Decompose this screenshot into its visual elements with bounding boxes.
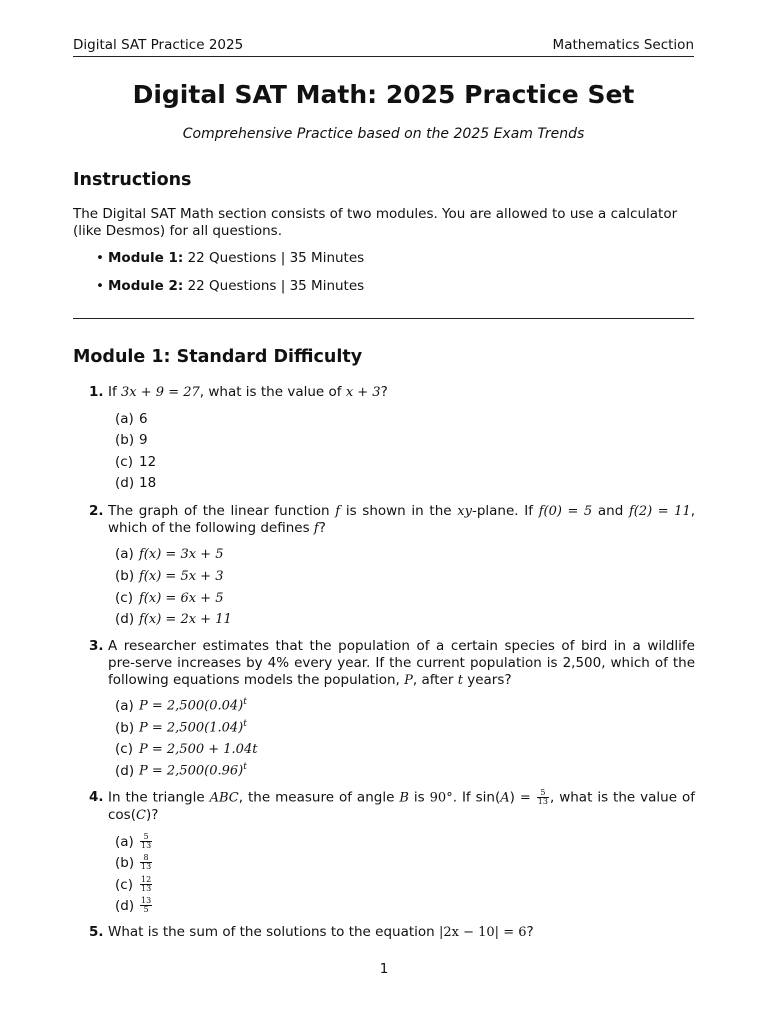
option-value: f(x) = 5x + 3 (139, 569, 224, 584)
math-expression: = (519, 790, 531, 806)
page-number: 1 (379, 961, 389, 977)
math-expression: |2x − 10| = 6 (439, 925, 527, 940)
text-run: ? (526, 924, 534, 940)
text-run: The graph of the linear function (108, 503, 330, 519)
answer-option (115, 454, 156, 470)
text-run: )? (145, 806, 159, 823)
question-number: 4. (89, 789, 104, 805)
bullet-label: Module 1: (108, 250, 184, 266)
answer-option (115, 897, 153, 914)
option-value: P = 2,500(0.04) (139, 698, 244, 714)
question-number: 1. (89, 384, 104, 400)
denominator: 5 (143, 905, 149, 914)
math-expression: 3x + 9 = 27 (121, 385, 200, 400)
option-label: (b) (115, 568, 135, 584)
question-number: 5. (89, 924, 104, 940)
math-expression: P (404, 673, 413, 688)
option-value: P = 2,500(1.04) (139, 720, 244, 736)
fraction (140, 854, 152, 871)
running-header (73, 37, 694, 57)
option-label: (a) (115, 411, 134, 427)
question-3 (89, 638, 695, 689)
text-run: years? (467, 672, 512, 688)
numerator: 8 (140, 854, 152, 863)
denominator: 13 (141, 884, 152, 893)
header-left: Digital SAT Practice 2025 (73, 37, 244, 53)
text-run: . If sin( (452, 789, 501, 806)
text-run: In the triangle (108, 789, 205, 806)
question-5 (89, 924, 695, 941)
math-expression: C (135, 807, 146, 823)
text-run: If (108, 384, 117, 400)
text-run: , the measure of angle (238, 789, 395, 806)
math-expression: f(2) = 11 (629, 504, 691, 519)
option-value: 12 (139, 454, 157, 470)
text-run: , what is the value of cos( (108, 789, 696, 823)
option-label: (a) (115, 833, 134, 850)
text-run: ? (318, 520, 326, 536)
option-label: (d) (115, 611, 135, 627)
math-expression: t (457, 673, 463, 688)
math-expression: A (500, 790, 510, 806)
math-expression: f (313, 521, 319, 536)
option-label: (c) (115, 590, 133, 606)
answer-option (115, 697, 247, 714)
option-value: 6 (139, 411, 148, 427)
text-run: , what is the value of (199, 384, 342, 400)
answer-option (115, 833, 153, 850)
option-value: f(x) = 6x + 5 (139, 591, 224, 606)
math-expression: f (335, 504, 341, 519)
option-value: f(x) = 3x + 5 (139, 547, 224, 562)
answer-option (115, 475, 156, 491)
answer-option (115, 741, 257, 757)
math-expression: f(0) = 5 (538, 504, 593, 519)
math-expression: x + 3 (345, 385, 381, 400)
fraction (140, 897, 152, 914)
math-expression: xy (457, 504, 472, 519)
exponent: t (243, 762, 247, 772)
document-subtitle: Comprehensive Practice based on the 2025 Exam Trends (182, 126, 585, 142)
text-run: ) (509, 789, 515, 806)
question-text (108, 638, 695, 689)
option-label: (c) (115, 454, 133, 470)
math-expression: B (399, 790, 409, 806)
exponent: t (243, 719, 247, 729)
question-text (108, 503, 695, 537)
numerator: 5 (140, 833, 152, 842)
document-title: Digital SAT Math: 2025 Practice Set (132, 80, 635, 109)
option-label: (c) (115, 876, 133, 893)
instructions-text: The Digital SAT Math section consists of two modules. You are allowed to use a calculator (like Desmos) for all questions. (73, 206, 678, 239)
option-value: 18 (139, 475, 157, 491)
text-run: , after (412, 672, 454, 688)
fraction (537, 789, 549, 806)
option-label: (a) (115, 546, 134, 562)
option-value: P = 2,500 + 1.04t (139, 742, 258, 757)
instructions-heading: Instructions (73, 170, 192, 190)
fraction (140, 833, 152, 850)
question-4 (89, 789, 695, 824)
bullet-module-2 (96, 278, 364, 294)
option-label: (c) (115, 741, 133, 757)
bullet-text: 22 Questions | 35 Minutes (187, 250, 365, 266)
question-number: 2. (89, 503, 104, 519)
answer-option (115, 568, 223, 584)
text-run: , which of the following defines (108, 503, 696, 536)
answer-option (115, 854, 153, 871)
math-expression: 90° (429, 790, 453, 806)
fraction (140, 876, 152, 893)
exponent: t (243, 697, 247, 707)
option-label: (b) (115, 432, 135, 448)
answer-option (115, 546, 223, 562)
question-1 (89, 384, 695, 401)
answer-option (115, 432, 148, 448)
answer-option (115, 611, 232, 627)
numerator: 13 (141, 896, 152, 905)
question-2 (89, 503, 695, 537)
text-run: and (597, 503, 624, 519)
text-run: is (413, 789, 425, 806)
bullet-label: Module 2: (108, 278, 184, 294)
option-label: (a) (115, 697, 134, 714)
answer-option (115, 719, 247, 736)
question-text (108, 384, 695, 401)
denominator: 13 (141, 862, 152, 871)
option-label: (d) (115, 475, 135, 491)
text-run: -plane. If (471, 503, 534, 519)
question-text (108, 924, 695, 941)
bullet-text: 22 Questions | 35 Minutes (187, 278, 365, 294)
text-run: is shown in the (345, 503, 452, 519)
denominator: 13 (141, 841, 152, 850)
option-value: f(x) = 2x + 11 (139, 612, 232, 627)
text-run: A researcher estimates that the population of a certain species of bird in a wildlife pre-serve increases by 4% every year. If the current population is 2,500, which of the following equations models the population, (108, 638, 695, 688)
answer-option (115, 411, 148, 427)
question-text (108, 789, 695, 824)
bullet-dot: • (96, 250, 104, 266)
option-label: (d) (115, 897, 135, 914)
bullet-module-1 (96, 250, 364, 266)
option-label: (b) (115, 854, 135, 871)
numerator: 12 (141, 875, 152, 884)
text-run: What is the sum of the solutions to the equation (108, 924, 435, 940)
option-value: 9 (139, 432, 148, 448)
question-number: 3. (89, 638, 104, 654)
section-divider (73, 318, 694, 319)
math-expression: ABC (209, 790, 239, 806)
numerator: 5 (537, 789, 549, 798)
denominator: 13 (537, 797, 548, 806)
option-value: P = 2,500(0.96) (139, 763, 244, 779)
option-label: (b) (115, 719, 135, 736)
bullet-dot: • (96, 278, 104, 294)
option-label: (d) (115, 762, 135, 779)
module-1-heading: Module 1: Standard Difficulty (73, 347, 363, 367)
answer-option (115, 590, 223, 606)
answer-option (115, 876, 153, 893)
header-right: Mathematics Section (552, 37, 694, 53)
answer-option (115, 762, 247, 779)
text-run: ? (380, 384, 388, 400)
